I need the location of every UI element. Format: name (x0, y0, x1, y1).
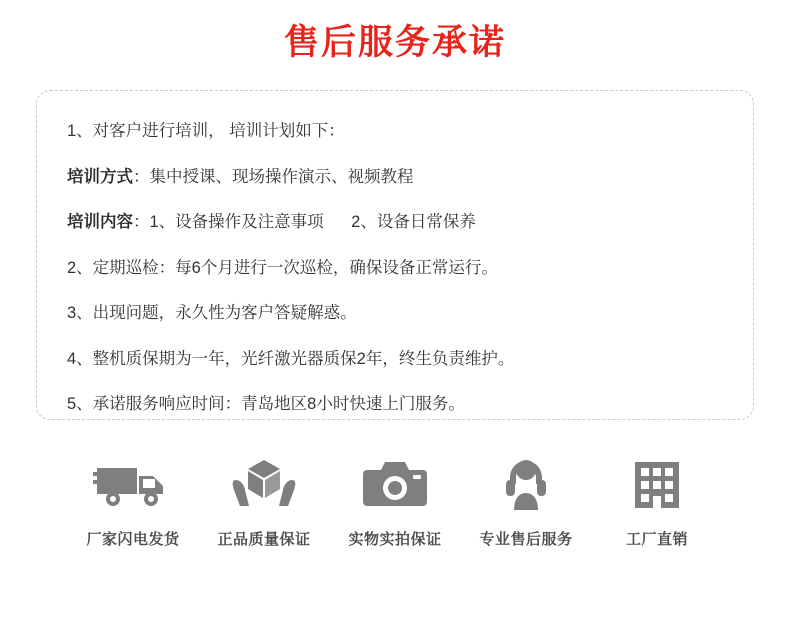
commitment-line-3 (67, 210, 723, 236)
service-icon-label: 专业售后服务 (479, 531, 573, 548)
commitment-panel (36, 90, 754, 420)
service-icon-item-shipping (68, 448, 199, 549)
commitment-line-2 (67, 165, 723, 191)
service-icons-row (0, 448, 790, 549)
hands-box-icon (199, 448, 330, 520)
truck-icon (68, 448, 199, 520)
service-icon-label: 工厂直销 (625, 531, 688, 548)
commitment-line-7: 5、承诺服务响应时间：青岛地区8小时快速上门服务。 (67, 395, 465, 414)
service-icon-item-factory (592, 448, 723, 549)
camera-icon (330, 448, 461, 520)
training-method-text: ：集中授课、现场操作演示、视频教程 (133, 167, 414, 186)
training-method-label: 培训方式 (67, 167, 133, 186)
commitment-line-5: 3、出现问题，永久性为客户答疑解惑。 (67, 304, 357, 323)
factory-icon (592, 448, 723, 520)
training-content-text: ：1、设备操作及注意事项 2、设备日常保养 (133, 213, 476, 232)
headset-support-icon (461, 448, 592, 520)
service-icon-item-support (461, 448, 592, 549)
service-icon-label: 厂家闪电发货 (86, 531, 180, 548)
training-content-label: 培训内容 (67, 213, 133, 232)
commitment-line-6: 4、整机质保期为一年，光纤激光器质保2年，终生负责维护。 (67, 349, 515, 368)
service-icon-item-photo (330, 448, 461, 549)
page-title: 售后服务承诺 (283, 23, 506, 62)
service-icon-item-quality (199, 448, 330, 549)
commitment-line-1: 1、对客户进行培训， 培训计划如下： (67, 122, 345, 140)
service-icon-label: 实物实拍保证 (348, 531, 442, 548)
service-icon-label: 正品质量保证 (217, 531, 311, 548)
commitment-line-4: 2、定期巡检：每6个月进行一次巡检，确保设备正常运行。 (67, 258, 498, 277)
